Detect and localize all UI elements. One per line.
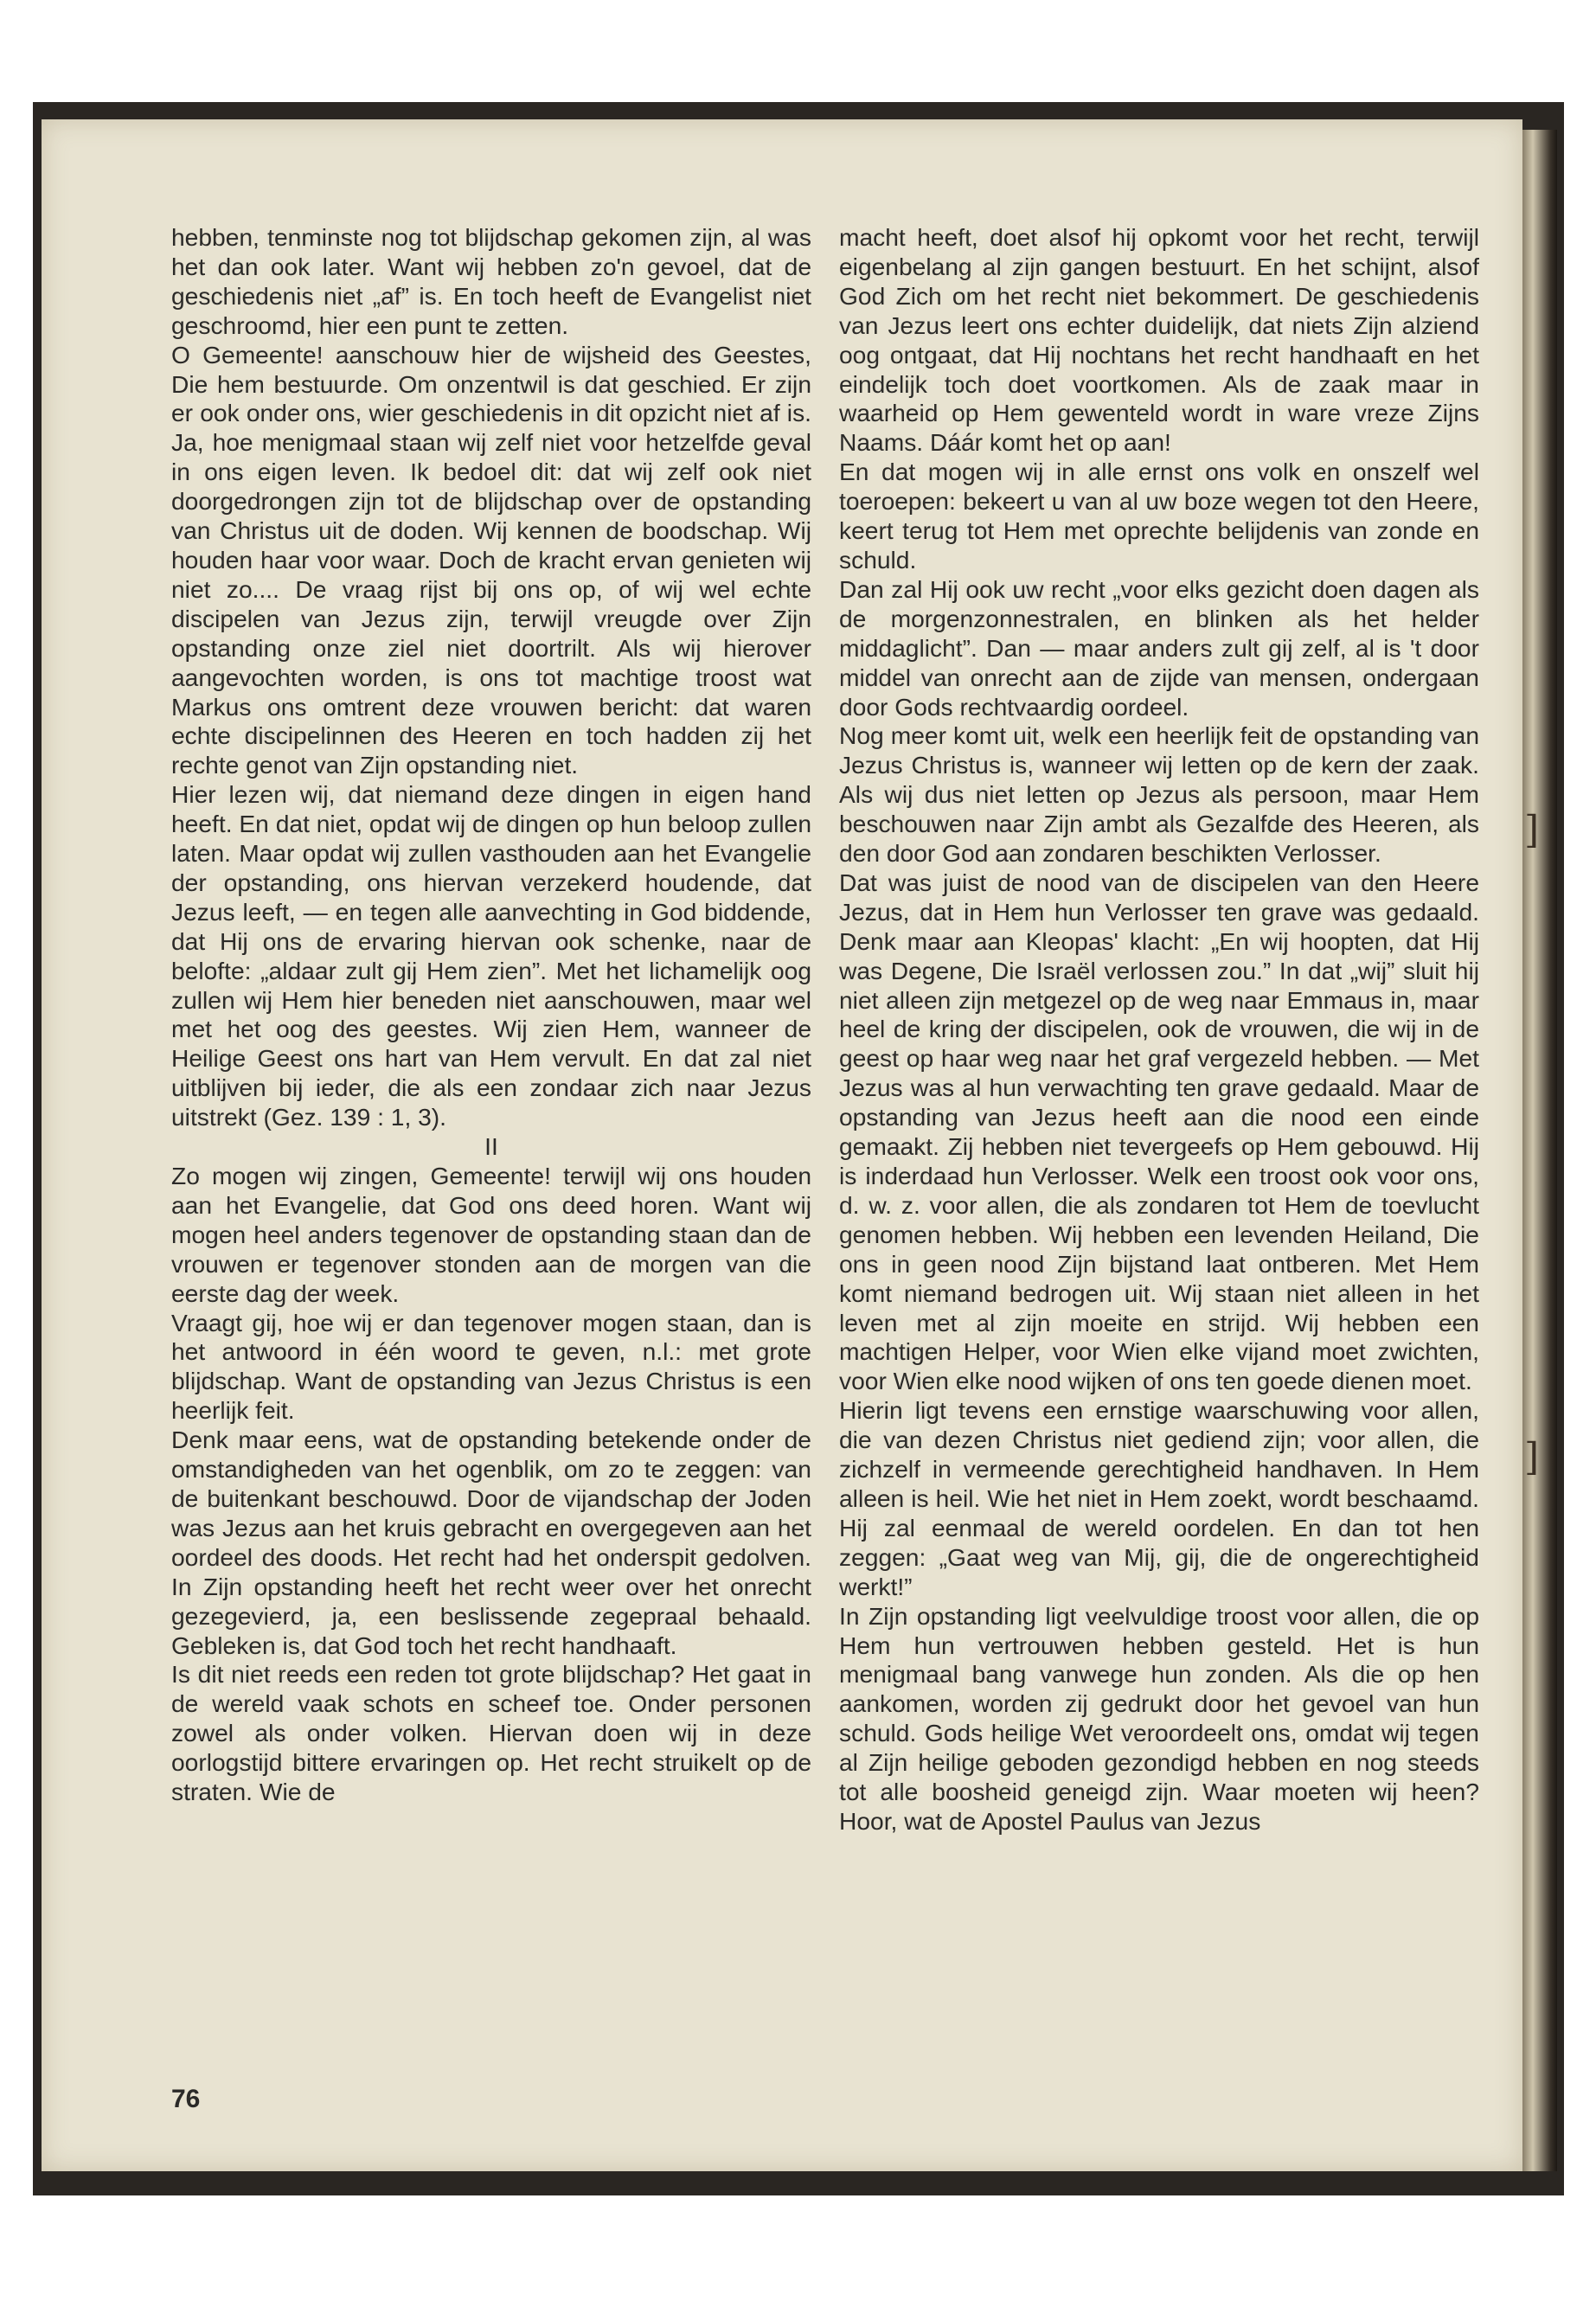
right-paragraph-1: macht heeft, doet alsof hij opkomt voor het recht, terwijl eigenbelang al zijn gangen bestuurt. En het schijnt, alsof God Zich om het recht niet bekommert. De geschiedenis van Jezus leert ons echter duidelijk, dat niets Zijn alziend oog ontgaat, dat Hij nochtans het recht handhaaft en het eindelijk toch doet voortkomen. Als de zaak maar in waarheid op Hem gewenteld wordt in ware vreze Zijns Naams. Dáár komt het op aan! (839, 223, 1479, 457)
right-text-column (839, 223, 1479, 2100)
right-paragraph-3: Dan zal Hij ook uw recht „voor elks gezicht doen dagen als de morgenzonnestralen, en blinken als het helder middaglicht”. Dan — maar anders zult gij zelf, al is 't door middel van onrecht aan de zijde van mensen, ondergaan door Gods rechtvaardig oordeel. (839, 574, 1479, 721)
left-text-column (171, 223, 811, 2100)
binding-bracket-mark: ] (1524, 1435, 1540, 1479)
left-paragraph-5: Vraagt gij, hoe wij er dan tegenover mogen staan, dan is het antwoord in één woord te geven, n.l.: met grote blijdschap. Want de opstanding van Jezus Christus is een heerlijk feit. (171, 1308, 811, 1425)
left-paragraph-3: Hier lezen wij, dat niemand deze dingen in eigen hand heeft. En dat niet, opdat wij de dingen op hun beloop zullen laten. Maar opdat wij zullen vasthouden aan het Evangelie der opstanding, ons hiervan verzekerd houdende, dat Jezus leeft, — en tegen alle aanvechting in God biddende, dat Hij ons de ervaring hiervan ook schenke, naar de belofte: „aldaar zult gij Hem zien”. Met het lichamelijk oog zullen wij Hem hier beneden niet aanschouwen, maar wel met het oog des geestes. Wij zien Hem, wanneer de Heilige Geest ons hart van Hem vervult. En dat zal niet uitblijven bij ieder, die als een zondaar zich naar Jezus uitstrekt (Gez. 139 : 1, 3). (171, 780, 811, 1131)
right-paragraph-7: In Zijn opstanding ligt veelvuldige troost voor allen, die op Hem hun vertrouwen hebben gesteld. Het is hun menigmaal bang vanwege hun zonden. Als die op hen aankomen, worden zij gedrukt door het gevoel van hun schuld. Gods heilige Wet veroordeelt ons, omdat wij tegen al Zijn heilige geboden gezondigd hebben en nog steeds tot alle boosheid geneigd zijn. Waar moeten wij heen? Hoor, wat de Apostel Paulus van Jezus (839, 1601, 1479, 1835)
section-numeral: II (484, 1132, 498, 1161)
left-paragraph-4: Zo mogen wij zingen, Gemeente! terwijl wij ons houden aan het Evangelie, dat God ons deed horen. Want wij mogen heel anders tegenover de opstanding staan dan de vrouwen er tegenover stonden aan de morgen van die eerste dag der week. (171, 1162, 811, 1307)
right-paragraph-6: Hierin ligt tevens een ernstige waarschuwing voor allen, die van dezen Christus niet gediend zijn; voor allen, die zichzelf in vermeende gerechtigheid handhaven. In Hem alleen is heil. Wie het niet in Hem zoekt, wordt beschaamd. Hij zal eenmaal de wereld oordelen. En dan tot hen zeggen: „Gaat weg van Mij, gij, die de ongerechtigheid werkt!” (839, 1396, 1479, 1600)
left-paragraph-7: Is dit niet reeds een reden tot grote blijdschap? Het gaat in de wereld vaak schots en scheef toe. Onder personen zowel als onder volken. Hiervan doen wij in deze oorlogstijd bittere ervaringen op. Het recht struikelt op de straten. Wie de (171, 1660, 811, 1806)
right-paragraph-4: Nog meer komt uit, welk een heerlijk feit de opstanding van Jezus Christus is, wanneer wij letten op de kern der zaak. Als wij dus niet letten op Jezus als persoon, maar Hem beschouwen naar Zijn ambt als Gezalfde des Heeren, als den door God aan zondaren beschikten Verlosser. (839, 721, 1479, 868)
right-paragraph-2: En dat mogen wij in alle ernst ons volk en onszelf wel toeroepen: bekeert u van al uw boze wegen tot den Heere, keert terug tot Hem met oprechte belijdenis van zonde en schuld. (839, 458, 1479, 574)
page-number: 76 (171, 2085, 201, 2113)
left-paragraph-2: O Gemeente! aanschouw hier de wijsheid des Geestes, Die hem bestuurde. Om onzentwil is dat geschied. Er zijn er ook onder ons, wier geschiedenis in dit opzicht niet af is. Ja, hoe menigmaal staan wij zelf niet voor hetzelfde geval in ons eigen leven. Ik bedoel dit: dat wij zelf ook niet doorgedrongen zijn tot de blijdschap over de opstanding van Christus uit de doden. Wij kennen de boodschap. Wij houden haar voor waar. Doch de kracht ervan genieten wij niet zo.... De vraag rijst bij ons op, of wij wel echte discipelen van Jezus zijn, terwijl vreugde over Zijn opstanding onze ziel niet doortrilt. Als wij hierover aangevochten worden, is ons tot machtige troost wat Markus ons omtrent deze vrouwen bericht: dat waren echte discipelinnen des Heeren en toch hadden zij het rechte genot van Zijn opstanding niet. (171, 340, 811, 779)
binding-bracket-mark: ] (1524, 808, 1540, 852)
left-paragraph-1: hebben, tenminste nog tot blijdschap gekomen zijn, al was het dan ook later. Want wij hebben zo'n gevoel, dat de geschiedenis niet „af” is. En toch heeft de Evangelist niet geschroomd, hier een punt te zetten. (171, 223, 811, 339)
right-paragraph-5: Dat was juist de nood van de discipelen van den Heere Jezus, dat in Hem hun Verlosser ten grave was gedaald. Denk maar aan Kleopas' klacht: „En wij hoopten, dat Hij was Degene, Die Israël verlossen zou.” In dat „wij” sluit hij niet alleen zijn metgezel op de weg naar Emmaus in, maar heel de kring der discipelen, ook de vrouwen, die wij in de geest op haar weg naar het graf vergezeld hebben. — Met Jezus was al hun verwachting ten grave gedaald. Maar de opstanding van Jezus heeft aan die nood een einde gemaakt. Zij hebben niet tevergeefs op Hem gebouwd. Hij is inderdaad hun Verlosser. Welk een troost ook voor ons, d. w. z. voor allen, die als zondaren tot Hem de toevlucht genomen hebben. Wij hebben een levenden Heiland, Die ons in geen nood Zijn bijstand laat ontberen. Met Hem komt niemand bedrogen uit. Wij staan niet alleen in het leven met al zijn moeite en strijd. Wij hebben een machtigen Helper, voor Wien elke vijand moet zwichten, voor Wien elke nood wijken of ons ten goede dienen moet. (839, 868, 1479, 1395)
page-edge-right (1522, 130, 1557, 2171)
left-paragraph-6: Denk maar eens, wat de opstanding betekende onder de omstandigheden van het ogenblik, om zo te zeggen: van de buitenkant beschouwd. Door de vijandschap der Joden was Jezus aan het kruis gebracht en overgegeven aan het oordeel des doods. Het recht had het onderspit gedolven. In Zijn opstanding heeft het recht weer over het onrecht gezegevierd, ja, een beslissende zegepraal behaald. Gebleken is, dat God toch het recht handhaaft. (171, 1426, 811, 1659)
